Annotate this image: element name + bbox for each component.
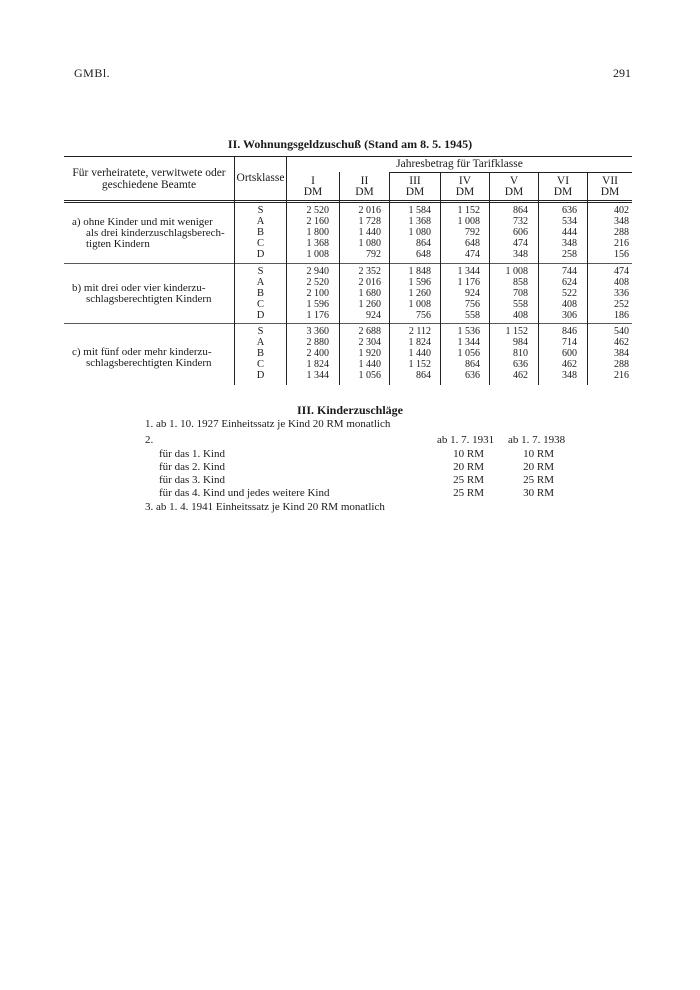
ortsklasse-cell: S bbox=[257, 205, 264, 216]
amount-cell: 462 bbox=[562, 358, 577, 370]
amount-cell: 474 bbox=[614, 266, 629, 277]
ortsklasse-cell: A bbox=[256, 276, 265, 288]
amount-cell: 1 440 bbox=[358, 226, 381, 238]
kinderzuschlag-value-1938: 20 RM bbox=[523, 461, 554, 473]
tarifklasse-value-column bbox=[441, 267, 480, 321]
group-b-label-line: schlagsberechtigten Kindern bbox=[86, 293, 212, 305]
group-c-label-line: schlagsberechtigten Kindern bbox=[86, 357, 212, 369]
header-jahresbetrag: Jahresbetrag für Tarifklasse bbox=[396, 158, 523, 170]
amount-cell: 2 352 bbox=[358, 266, 381, 277]
amount-cell: 1 344 bbox=[457, 266, 480, 277]
amount-cell: 1 848 bbox=[408, 266, 431, 277]
ortsklasse-cell: B bbox=[256, 347, 264, 359]
group-a-label-line: a) ohne Kinder und mit weniger bbox=[72, 216, 213, 228]
amount-cell: 708 bbox=[513, 287, 528, 299]
amount-cell: 1 008 bbox=[306, 248, 329, 260]
kinderzuschlag-item-2-number: 2. bbox=[145, 434, 154, 446]
ortsklasse-cell: C bbox=[256, 237, 264, 249]
amount-cell: 864 bbox=[465, 358, 480, 370]
ortsklasse-cell: D bbox=[256, 369, 265, 381]
amount-cell: 1 152 bbox=[408, 358, 431, 370]
amount-cell: 2 112 bbox=[408, 326, 431, 337]
amount-cell: 714 bbox=[562, 336, 577, 348]
amount-cell: 2 940 bbox=[306, 266, 329, 277]
amount-cell: 258 bbox=[562, 248, 577, 260]
amount-cell: 402 bbox=[614, 205, 629, 216]
amount-cell: 792 bbox=[366, 248, 381, 260]
kinderzuschlag-value-1931: 25 RM bbox=[453, 487, 484, 499]
kinderzuschlag-value-1938: 30 RM bbox=[523, 487, 554, 499]
header-ortsklasse: Ortsklasse bbox=[236, 172, 285, 184]
amount-cell: 1 152 bbox=[457, 205, 480, 216]
amount-cell: 846 bbox=[562, 326, 577, 337]
tarifklasse-value-column bbox=[390, 206, 431, 260]
amount-cell: 288 bbox=[614, 358, 629, 370]
amount-cell: 1 152 bbox=[505, 326, 528, 337]
group-a-label-line: als drei kinderzuschlagsberech- bbox=[86, 227, 225, 239]
tarifklasse-7-label: VII bbox=[602, 175, 618, 187]
tarifklasse-value-column bbox=[390, 327, 431, 381]
amount-cell: 1 056 bbox=[358, 369, 381, 381]
amount-cell: 924 bbox=[366, 309, 381, 321]
tarifklasse-2-label: II bbox=[360, 175, 369, 187]
ortsklasse-cell: B bbox=[256, 226, 264, 238]
amount-cell: 756 bbox=[465, 298, 480, 310]
ortsklasse-column bbox=[235, 206, 286, 260]
tarifklasse-4-label: IV bbox=[458, 175, 472, 187]
amount-cell: 2 520 bbox=[306, 205, 329, 216]
tarifklasse-value-column bbox=[340, 327, 381, 381]
amount-cell: 1 680 bbox=[358, 287, 381, 299]
section-2-title: II. Wohnungsgeldzuschuß (Stand am 8. 5. 1945) bbox=[227, 137, 473, 151]
amount-cell: 408 bbox=[562, 298, 577, 310]
tarifklasse-value-column bbox=[490, 206, 528, 260]
amount-cell: 444 bbox=[562, 226, 577, 238]
wohnungsgeld-table bbox=[64, 156, 632, 385]
amount-cell: 2 400 bbox=[306, 347, 329, 359]
tarifklasse-2-unit: DM bbox=[355, 186, 374, 198]
tarifklasse-value-column bbox=[588, 267, 629, 321]
kinderzuschlag-value-1931: 10 RM bbox=[453, 448, 484, 460]
tarifklasse-value-column bbox=[490, 327, 528, 381]
amount-cell: 3 360 bbox=[306, 326, 329, 337]
kinderzuschlag-value-1931: 20 RM bbox=[453, 461, 484, 473]
ortsklasse-cell: S bbox=[257, 266, 264, 277]
ortsklasse-cell: B bbox=[256, 287, 264, 299]
amount-cell: 756 bbox=[416, 309, 431, 321]
group-c-label-line: c) mit fünf oder mehr kinderzu- bbox=[72, 346, 212, 358]
amount-cell: 522 bbox=[562, 287, 577, 299]
amount-cell: 2 100 bbox=[306, 287, 329, 299]
amount-cell: 810 bbox=[513, 347, 528, 359]
amount-cell: 1 596 bbox=[306, 298, 329, 310]
amount-cell: 534 bbox=[562, 215, 577, 227]
amount-cell: 1 080 bbox=[358, 237, 381, 249]
amount-cell: 186 bbox=[614, 309, 629, 321]
tarifklasse-4-unit: DM bbox=[455, 186, 475, 198]
tarifklasse-3-unit: DM bbox=[405, 186, 425, 198]
amount-cell: 408 bbox=[614, 276, 629, 288]
amount-cell: 1 008 bbox=[505, 266, 528, 277]
amount-cell: 1 008 bbox=[408, 298, 431, 310]
amount-cell: 1 080 bbox=[408, 226, 431, 238]
amount-cell: 1 260 bbox=[358, 298, 381, 310]
amount-cell: 864 bbox=[416, 369, 431, 381]
amount-cell: 636 bbox=[513, 358, 528, 370]
amount-cell: 1 008 bbox=[457, 215, 480, 227]
amount-cell: 858 bbox=[513, 276, 528, 288]
amount-cell: 474 bbox=[513, 237, 528, 249]
amount-cell: 984 bbox=[513, 336, 528, 348]
amount-cell: 1 176 bbox=[306, 309, 329, 321]
tarifklasse-5-unit: DM bbox=[504, 186, 524, 198]
amount-cell: 1 596 bbox=[408, 276, 431, 288]
ortsklasse-cell: A bbox=[256, 215, 265, 227]
amount-cell: 216 bbox=[614, 369, 629, 381]
header-beamte: Für verheiratete, verwitwete oder geschiedene Beamte bbox=[72, 167, 226, 191]
amount-cell: 2 304 bbox=[358, 336, 381, 348]
amount-cell: 924 bbox=[465, 287, 480, 299]
amount-cell: 1 260 bbox=[408, 287, 431, 299]
tarifklasse-value-column bbox=[588, 327, 629, 381]
amount-cell: 1 440 bbox=[408, 347, 431, 359]
kinderzuschlag-row-label: für das 3. Kind bbox=[159, 474, 225, 486]
kinderzuschlag-row-label: für das 2. Kind bbox=[159, 461, 225, 473]
amount-cell: 2 016 bbox=[358, 205, 381, 216]
tarifklasse-5-label: V bbox=[509, 175, 519, 187]
tarifklasse-value-column bbox=[287, 267, 329, 321]
amount-cell: 474 bbox=[465, 248, 480, 260]
col-header-1938: ab 1. 7. 1938 bbox=[508, 434, 566, 446]
amount-cell: 624 bbox=[562, 276, 577, 288]
tarifklasse-1-unit: DM bbox=[303, 186, 323, 198]
amount-cell: 156 bbox=[614, 248, 629, 260]
amount-cell: 216 bbox=[614, 237, 629, 249]
group-a-label bbox=[72, 217, 225, 250]
tarifklasse-value-column bbox=[441, 327, 480, 381]
amount-cell: 1 824 bbox=[306, 358, 329, 370]
group-a-label-line: tigten Kindern bbox=[86, 238, 150, 250]
amount-cell: 1 536 bbox=[457, 326, 480, 337]
amount-cell: 1 824 bbox=[408, 336, 431, 348]
amount-cell: 558 bbox=[465, 309, 480, 321]
amount-cell: 2 880 bbox=[306, 336, 329, 348]
tarifklasse-value-column bbox=[287, 206, 329, 260]
ortsklasse-cell: C bbox=[256, 298, 264, 310]
amount-cell: 540 bbox=[614, 326, 629, 337]
amount-cell: 1 800 bbox=[306, 226, 329, 238]
amount-cell: 732 bbox=[513, 215, 528, 227]
amount-cell: 1 728 bbox=[358, 215, 381, 227]
page-number: 291 bbox=[613, 66, 631, 80]
kinderzuschlag-item-3: 3. ab 1. 4. 1941 Einheitssatz je Kind 20 RM monatlich bbox=[145, 501, 385, 513]
kinderzuschlag-row-label: für das 4. Kind und jedes weitere Kind bbox=[159, 487, 330, 499]
tarifklasse-value-column bbox=[539, 267, 577, 321]
amount-cell: 1 440 bbox=[358, 358, 381, 370]
amount-cell: 1 344 bbox=[457, 336, 480, 348]
tarifklasse-6-unit: DM bbox=[553, 186, 573, 198]
amount-cell: 462 bbox=[513, 369, 528, 381]
ortsklasse-cell: S bbox=[257, 326, 264, 337]
ortsklasse-cell: D bbox=[256, 309, 265, 321]
amount-cell: 306 bbox=[562, 309, 577, 321]
amount-cell: 864 bbox=[416, 237, 431, 249]
amount-cell: 252 bbox=[614, 298, 629, 310]
tarifklasse-7-unit: DM bbox=[600, 186, 620, 198]
amount-cell: 1 056 bbox=[457, 347, 480, 359]
amount-cell: 1 920 bbox=[358, 347, 381, 359]
amount-cell: 648 bbox=[416, 248, 431, 260]
amount-cell: 348 bbox=[562, 237, 577, 249]
kinderzuschlag-value-1938: 10 RM bbox=[523, 448, 554, 460]
tarifklasse-value-column bbox=[539, 327, 577, 381]
amount-cell: 2 688 bbox=[358, 326, 381, 337]
amount-cell: 348 bbox=[562, 369, 577, 381]
tarifklasse-value-column bbox=[588, 206, 629, 260]
kinderzuschlag-item-1: 1. ab 1. 10. 1927 Einheitssatz je Kind 20 RM monatlich bbox=[145, 418, 391, 430]
amount-cell: 2 160 bbox=[306, 215, 329, 227]
amount-cell: 2 520 bbox=[306, 276, 329, 288]
amount-cell: 336 bbox=[614, 287, 629, 299]
amount-cell: 1 368 bbox=[408, 215, 431, 227]
section-3-title: III. Kinderzuschläge bbox=[296, 403, 403, 417]
tarifklasse-value-column bbox=[490, 267, 528, 321]
amount-cell: 636 bbox=[562, 205, 577, 216]
ortsklasse-cell: A bbox=[256, 336, 265, 348]
amount-cell: 636 bbox=[465, 369, 480, 381]
amount-cell: 2 016 bbox=[358, 276, 381, 288]
ortsklasse-column bbox=[235, 327, 286, 381]
group-b-label-line: b) mit drei oder vier kinderzu- bbox=[72, 282, 206, 294]
amount-cell: 600 bbox=[562, 347, 577, 359]
kinderzuschlag-row-label: für das 1. Kind bbox=[159, 448, 225, 460]
group-b-label bbox=[72, 283, 212, 305]
amount-cell: 462 bbox=[614, 336, 629, 348]
ortsklasse-cell: D bbox=[256, 248, 265, 260]
amount-cell: 408 bbox=[513, 309, 528, 321]
tarifklasse-value-column bbox=[390, 267, 431, 321]
amount-cell: 348 bbox=[513, 248, 528, 260]
ortsklasse-cell: C bbox=[256, 358, 264, 370]
col-header-1931: ab 1. 7. 1931 bbox=[437, 434, 495, 446]
amount-cell: 648 bbox=[465, 237, 480, 249]
amount-cell: 1 368 bbox=[306, 237, 329, 249]
amount-cell: 864 bbox=[513, 205, 528, 216]
kinderzuschlag-value-1938: 25 RM bbox=[523, 474, 554, 486]
amount-cell: 384 bbox=[614, 347, 629, 359]
tarifklasse-1-label: I bbox=[311, 175, 315, 187]
amount-cell: 1 344 bbox=[306, 369, 329, 381]
journal-abbreviation: GMBl. bbox=[74, 66, 111, 80]
tarifklasse-value-column bbox=[539, 206, 577, 260]
tarifklasse-value-column bbox=[340, 267, 381, 321]
amount-cell: 1 584 bbox=[408, 205, 431, 216]
amount-cell: 744 bbox=[562, 266, 577, 277]
kinderzuschlag-value-1931: 25 RM bbox=[453, 474, 484, 486]
amount-cell: 348 bbox=[614, 215, 629, 227]
tarifklasse-3-label: III bbox=[409, 175, 421, 187]
tarifklasse-value-column bbox=[340, 206, 381, 260]
tarifklasse-6-label: VI bbox=[556, 175, 570, 187]
tarifklasse-value-column bbox=[441, 206, 480, 260]
ortsklasse-column bbox=[235, 267, 286, 321]
amount-cell: 606 bbox=[513, 226, 528, 238]
amount-cell: 288 bbox=[614, 226, 629, 238]
tarifklasse-value-column bbox=[287, 327, 329, 381]
amount-cell: 1 176 bbox=[457, 276, 480, 288]
amount-cell: 792 bbox=[465, 226, 480, 238]
amount-cell: 558 bbox=[513, 298, 528, 310]
group-c-label bbox=[72, 347, 212, 369]
